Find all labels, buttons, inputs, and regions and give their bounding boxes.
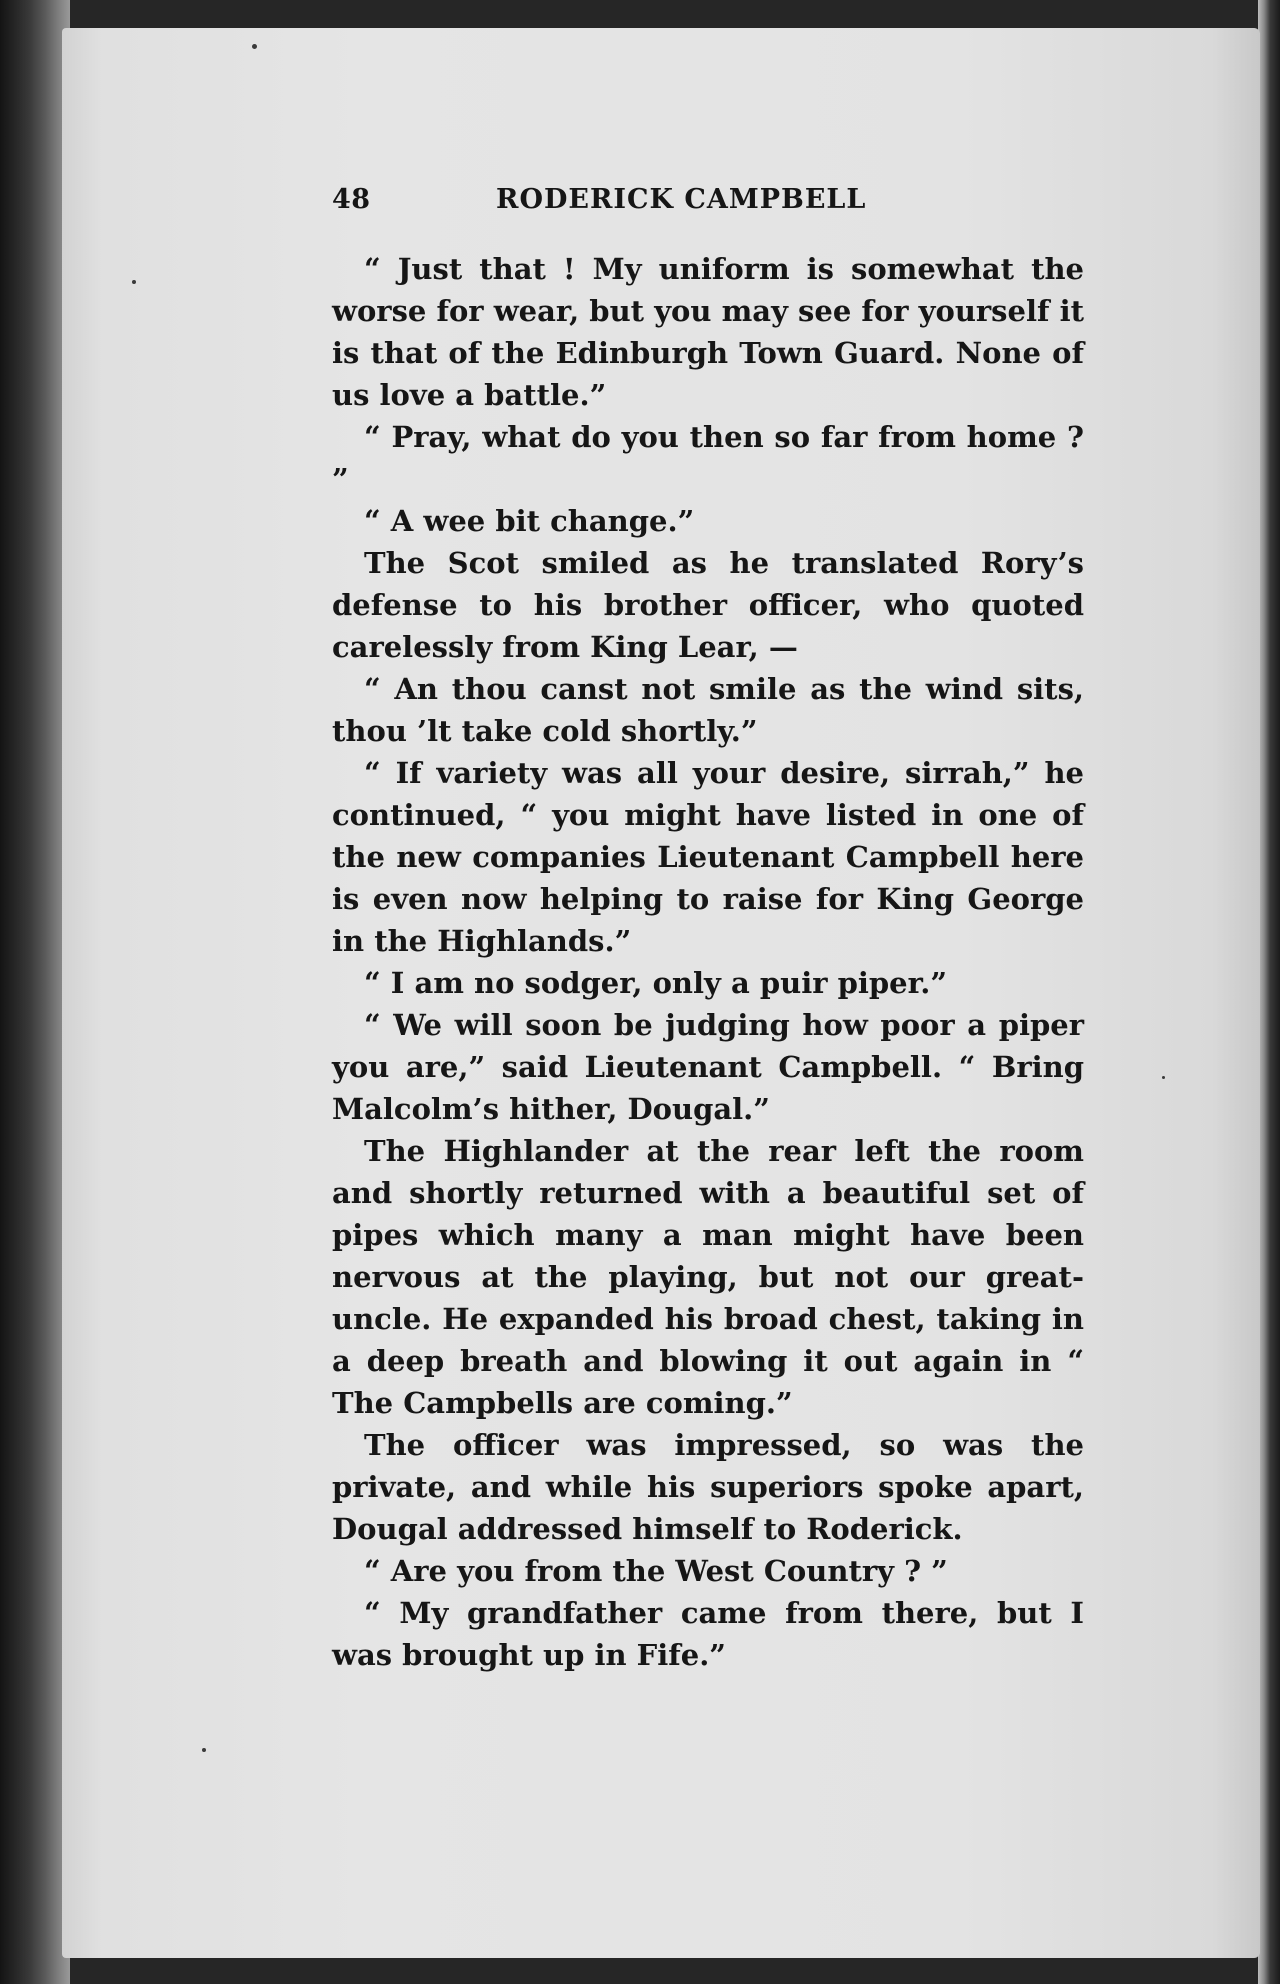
running-head	[332, 184, 1084, 228]
page-number: 48	[332, 184, 371, 215]
paragraph: “ My grandfather came from there, but I was brought up in Fife.”	[332, 1596, 1084, 1672]
paragraph: The Scot smiled as he translated Rory’s defense to his brother officer, who quoted carelessly from King Lear, —	[332, 546, 1084, 664]
paragraph: “ If variety was all your desire, sirrah,” he continued, “ you might have listed in one of the new companies Lieutenant Campbell here is even now helping to raise for King George in the Highlands.”	[332, 756, 1084, 958]
paragraph: “ Are you from the West Country ? ”	[364, 1554, 948, 1588]
paragraph: “ I am no sodger, only a puir piper.”	[364, 966, 948, 1000]
paragraph: “ A wee bit change.”	[364, 504, 695, 538]
book-binding-right	[1258, 0, 1280, 1984]
paper-speck	[1162, 1076, 1165, 1079]
running-title: RODERICK CAMPBELL	[496, 184, 867, 215]
paragraph: “ Just that ! My uniform is somewhat the worse for wear, but you may see for yourself it is that of the Edinburgh Town Guard. None of us love a battle.”	[332, 252, 1084, 412]
paper-speck	[132, 280, 136, 284]
paragraph: “ An thou canst not smile as the wind sits, thou ’lt take cold shortly.”	[332, 672, 1084, 748]
paragraph: “ We will soon be judging how poor a piper you are,” said Lieutenant Campbell. “ Bring Malcolm’s hither, Dougal.”	[332, 1008, 1084, 1126]
paper-speck	[202, 1748, 206, 1752]
paragraph: The Highlander at the rear left the room and shortly returned with a beautiful set of pipes which many a man might have been nervous at the playing, but not our great-uncle. He expanded his broad chest, taking in a deep breath and blowing it out again in “ The Campbells are coming.”	[332, 1134, 1084, 1420]
paper-speck	[252, 44, 257, 49]
book-binding-left	[0, 0, 70, 1984]
paragraph: “ Pray, what do you then so far from home ? ”	[332, 420, 1084, 496]
body-text	[332, 248, 1084, 1676]
paragraph: The officer was impressed, so was the private, and while his superiors spoke apart, Dougal addressed himself to Roderick.	[332, 1428, 1084, 1546]
text-block	[332, 184, 1084, 1676]
